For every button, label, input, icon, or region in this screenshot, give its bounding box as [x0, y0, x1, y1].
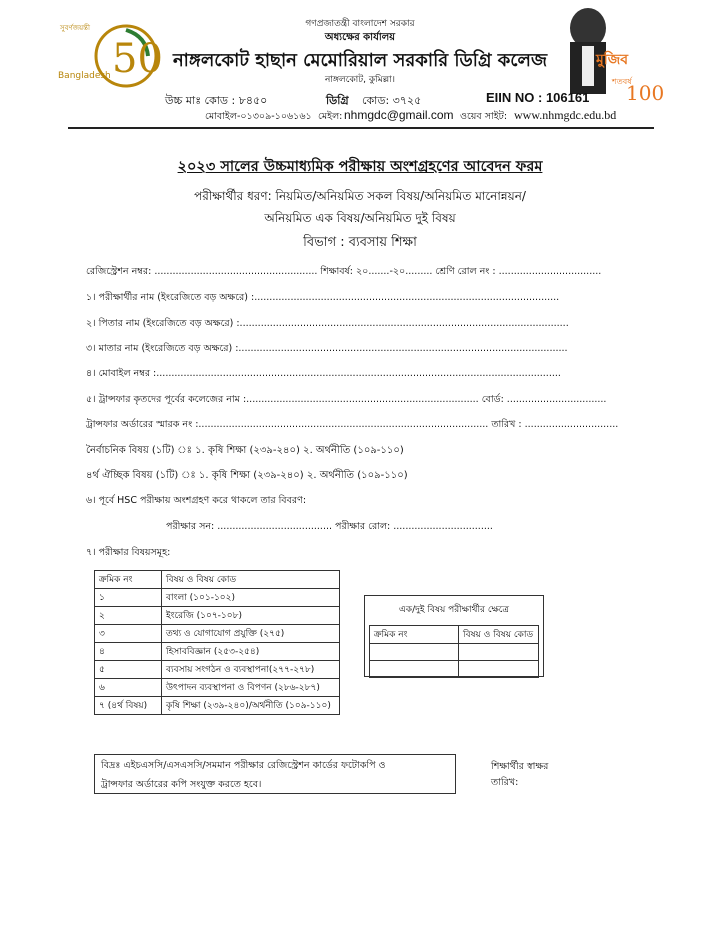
table-header: বিষয় ও বিষয় কোড — [459, 626, 539, 644]
division: বিভাগ : ব্যবসায় শিক্ষা — [303, 235, 417, 250]
golden-jubilee-logo — [56, 16, 163, 96]
table-header: বিষয় ও বিষয় কোড — [162, 571, 340, 589]
table-row: ৫ ব্যবসায় সংগঠন ও ব্যবস্থাপনা(২৭৭-২৭৮) — [95, 661, 340, 679]
transfer-order-field[interactable]: ট্রান্সফার অর্ডারের স্মারক নং :................................................................................................ তারিখ : ............................... — [86, 419, 619, 430]
registration-field[interactable]: রেজিস্ট্রেশন নম্বর: ...................................................... শিক্ষাবর্ষ: ২০.......-২০......... শ্রেণি রোল নং : .................................. — [86, 266, 602, 277]
table-row: ৩ তথ্য ও যোগাযোগ প্রযুক্তি (২৭৫) — [95, 625, 340, 643]
email-label: মেইল: — [318, 111, 343, 122]
subjects-table — [94, 570, 340, 715]
one-two-subject-box — [364, 595, 544, 677]
location: নাঙ্গলকোট, কুমিল্লা। — [325, 75, 395, 85]
table-row: ৬ উৎপাদন ব্যবস্থাপনা ও বিপণন (২৮৬-২৮৭) — [95, 679, 340, 697]
previous-college-field[interactable]: ৫। ট্রান্সফার কৃতদের পূর্বের কলেজের নাম :............................................................................. বোর্ড: ................................. — [86, 394, 607, 405]
table-row[interactable] — [370, 644, 539, 661]
previous-hsc-field[interactable]: পরীক্ষার সন: ...................................... পরীক্ষার রোল: ................................. — [166, 521, 493, 532]
previous-hsc-label: ৬। পূর্বে HSC পরীক্ষায় অংশগ্রহণ করে থাকলে তার বিবরণ: — [86, 495, 307, 506]
logo-number: 50 — [112, 36, 163, 82]
table-header: ক্রমিক নং — [370, 626, 459, 644]
table-row: ৪ হিসাববিজ্ঞান (২৫৩-২৫৪) — [95, 643, 340, 661]
side-table — [369, 625, 539, 678]
website-link[interactable]: www.nhmgdc.edu.bd — [514, 108, 617, 122]
college-name: নাঙ্গলকোট হাছান মেমোরিয়াল সরকারি ডিগ্রি কলেজ — [172, 50, 548, 71]
mother-name-field[interactable]: ৩। মাতার নাম (ইংরেজিতে বড় অক্ষরে) :............................................................................................................. — [86, 343, 568, 354]
candidate-type-line1: পরীক্ষার্থীর ধরণ: নিয়মিত/অনিয়মিত সকল বিষয়/অনিয়মিত মানোন্নয়ন/ — [194, 189, 526, 203]
candidate-name-field[interactable]: ১। পরীক্ষার্থীর নাম (ইংরেজিতে বড় অক্ষরে) :..................................................................................................... — [86, 292, 560, 303]
svg-text:সুবর্ণজয়ন্তী: সুবর্ণজয়ন্তী — [60, 24, 90, 32]
table-header: ক্রমিক নং — [95, 571, 162, 589]
web-label: ওয়েব সাইট: — [460, 111, 508, 122]
table-header-row — [95, 571, 340, 589]
note-box — [94, 754, 456, 794]
mujib-centenary-logo — [556, 2, 665, 105]
mobile-field[interactable]: ৪। মোবাইল নম্বর :...................................................................................................................................... — [86, 368, 561, 379]
signature-date[interactable]: তারিখ: — [491, 777, 519, 788]
side-table-title: এক/দুই বিষয় পরীক্ষার্থীর ক্ষেত্রে — [398, 605, 510, 615]
optional-subject: ৪র্থ ঐচ্ছিক বিষয় (১টি) ঃ ১. কৃষি শিক্ষা (২৩৯-২৪০) ২. অর্থনীতি (১০৯-১১০) — [86, 470, 408, 481]
father-name-field[interactable]: ২। পিতার নাম (ইংরেজিতে বড় অক্ষরে) :............................................................................................................. — [86, 318, 569, 329]
svg-text:মুজিব: মুজিব — [596, 52, 629, 68]
table-header-row — [370, 626, 539, 644]
table-row: ৭ (৪র্থ বিষয়) কৃষি শিক্ষা (২৩৯-২৪০)/অর্থনীতি (১০৯-১১০) — [95, 697, 340, 715]
table-row: ২ ইংরেজি (১০৭-১০৮) — [95, 607, 340, 625]
gov-line: গণপ্রজাতন্ত্রী বাংলাদেশ সরকার — [305, 19, 415, 29]
student-signature-label: শিক্ষার্থীর স্বাক্ষর — [491, 761, 549, 772]
candidate-type-line2: অনিয়মিত এক বিষয়/অনিয়মিত দুই বিষয় — [264, 211, 456, 225]
table-row[interactable] — [370, 661, 539, 678]
eiin-number: EIIN NO : 106161 — [486, 90, 590, 105]
subjects-label: ৭। পরীক্ষার বিষয়সমূহ: — [86, 547, 171, 558]
mobile-line: মোবাইল-০১৩০৯-১০৬১৬১ — [205, 111, 312, 122]
hsc-code: উচ্চ মাঃ কোড : ৮৪৫০ — [165, 94, 268, 107]
form-title: ২০২৩ সালের উচ্চমাধ্যমিক পরীক্ষায় অংশগ্রহণের আবেদন ফরম — [177, 159, 543, 175]
note-line1: বিদ্রঃ এইচএসসি/এসএসসি/সমমান পরীক্ষার রেজিস্ট্রেশন কার্ডের ফটোকপি ও — [101, 760, 386, 771]
svg-text:100: 100 — [626, 81, 665, 105]
office-line: অধ্যক্ষের কার্যালয় — [324, 32, 396, 43]
elective-subject: নৈর্বাচনিক বিষয় (১টি) ঃ ১. কৃষি শিক্ষা (২৩৯-২৪০) ২. অর্থনীতি (১০৯-১১০) — [86, 445, 404, 456]
table-row: ১ বাংলা (১০১-১০২) — [95, 589, 340, 607]
degree-label: ডিগ্রি — [326, 94, 349, 107]
header-divider — [68, 127, 654, 129]
degree-code: কোড: ৩৭২৫ — [362, 94, 422, 107]
logo-text: Bangladesh — [58, 71, 111, 81]
svg-text:শতবর্ষ: শতবর্ষ — [612, 77, 632, 86]
note-line2: ট্রান্সফার অর্ডারের কপি সংযুক্ত করতে হবে। — [101, 779, 262, 790]
email-link[interactable]: nhmgdc@gmail.com — [344, 108, 454, 122]
